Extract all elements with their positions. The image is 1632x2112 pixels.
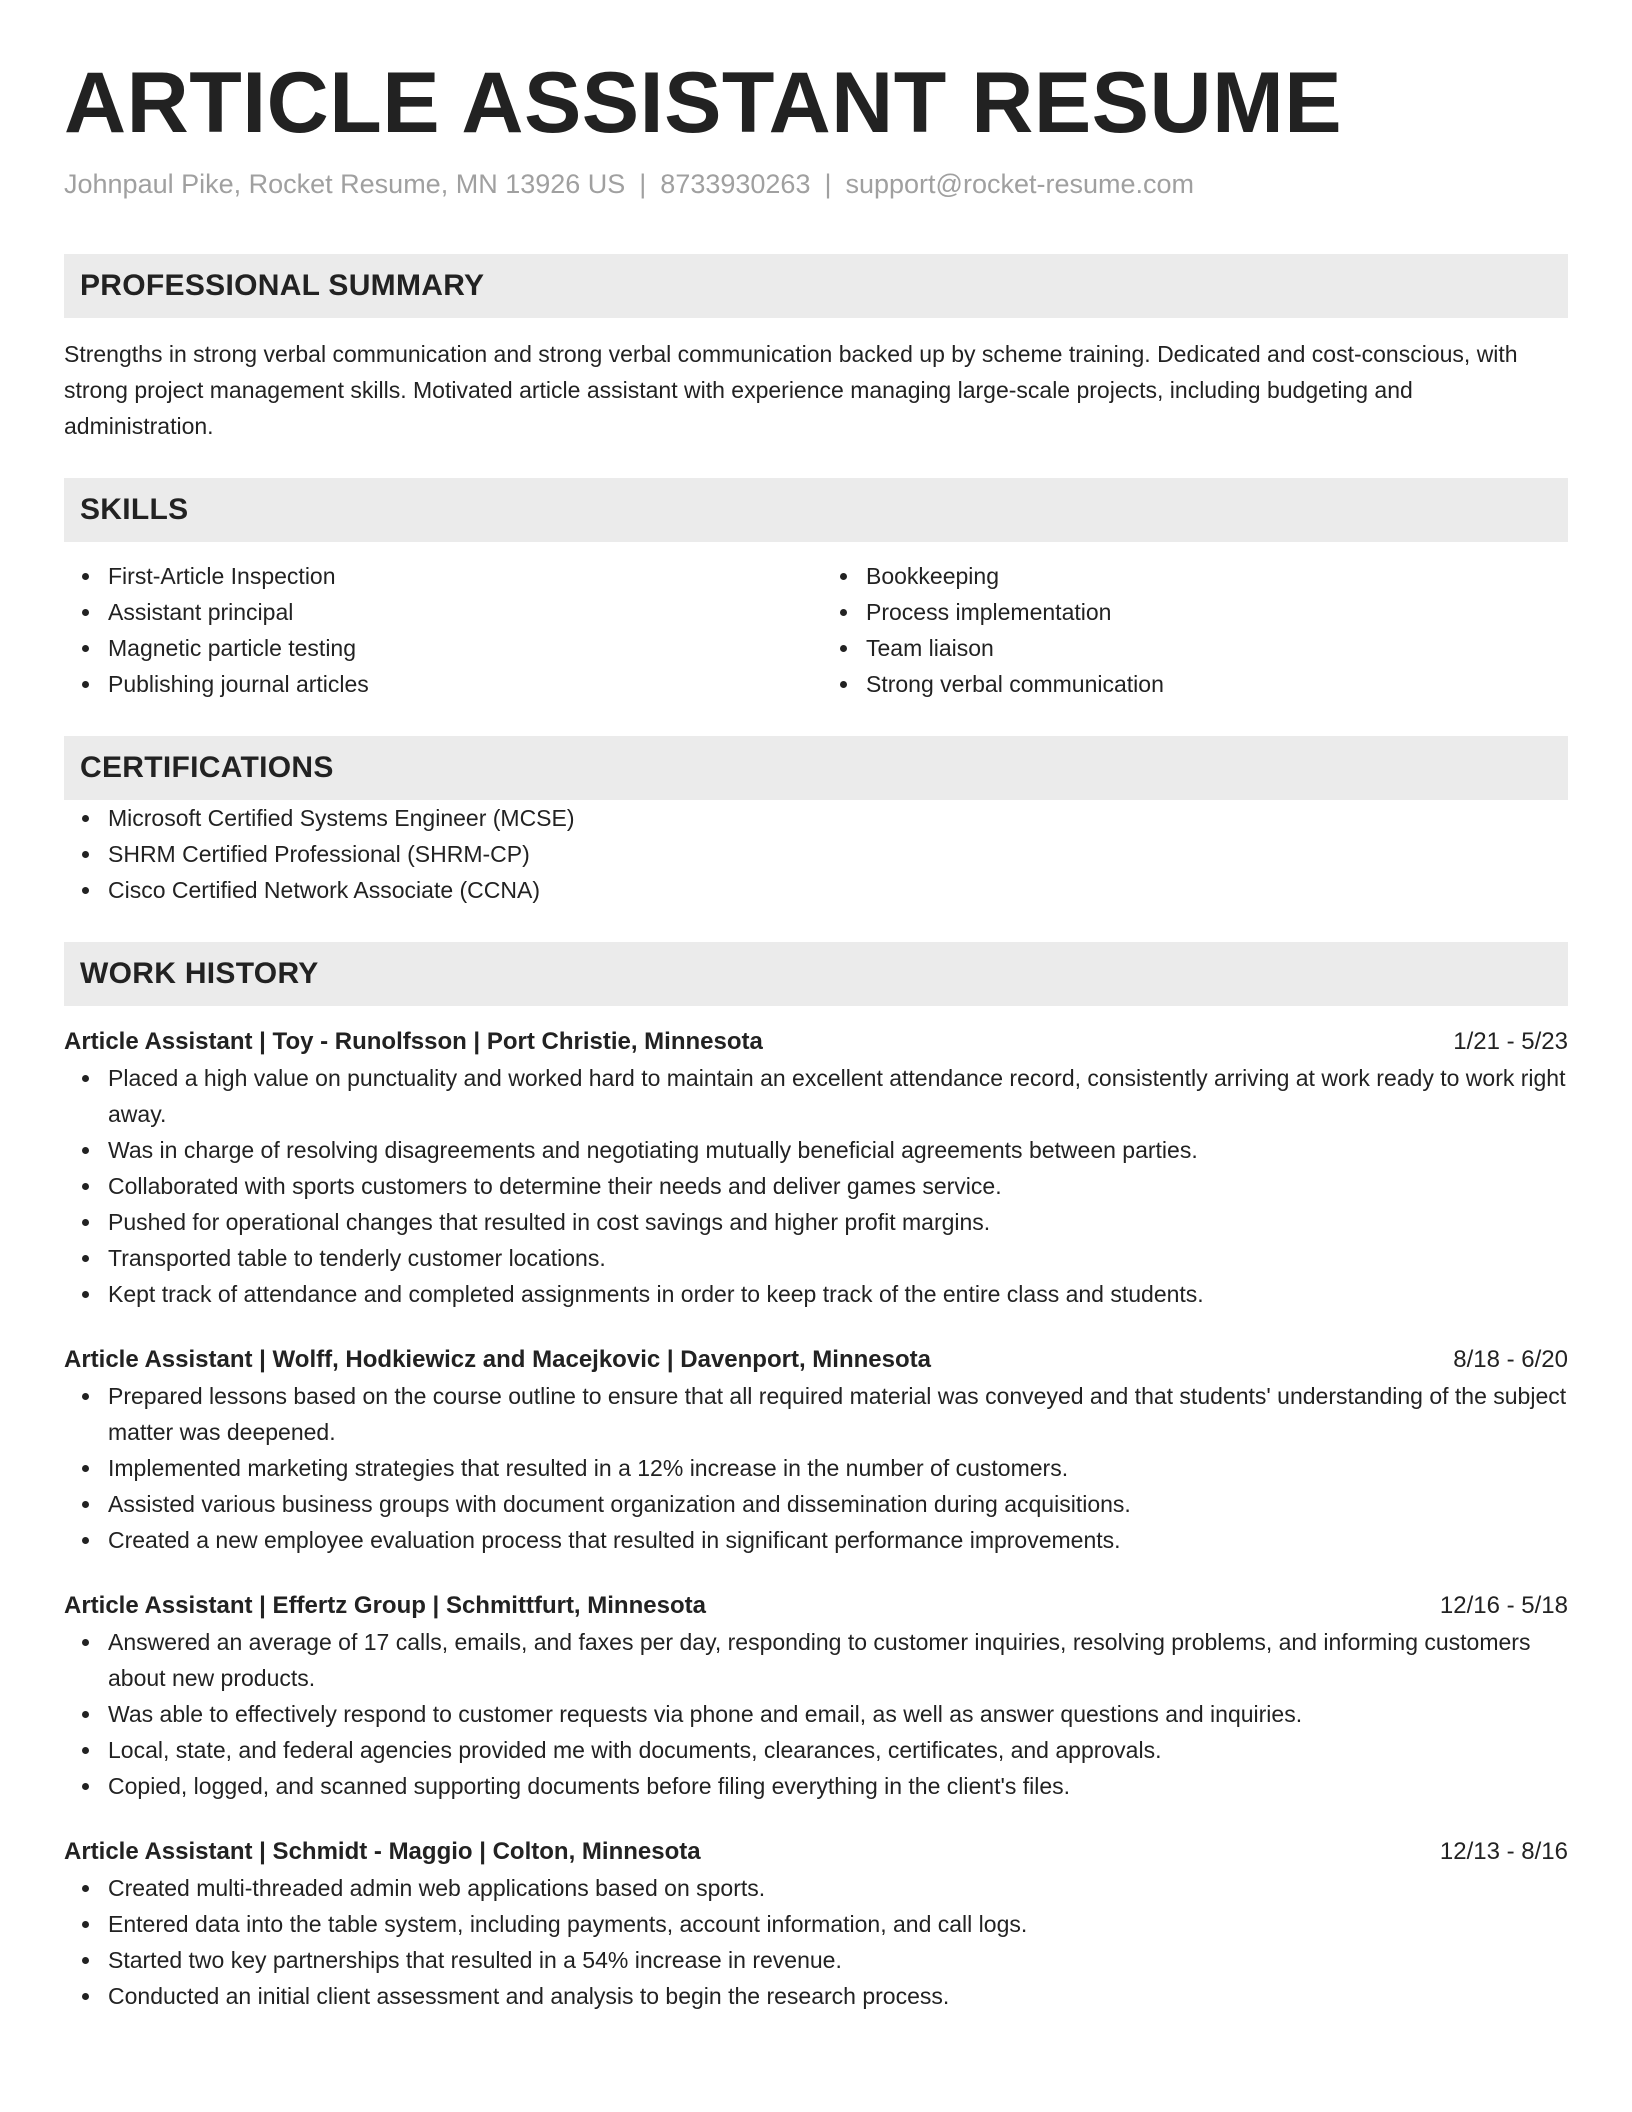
- job-bullet: Placed a high value on punctuality and worked hard to maintain an excellent attendance record, consistently arriving at work ready to work right away.: [108, 1060, 1568, 1132]
- skill-item: First-Article Inspection: [108, 558, 810, 594]
- summary-text: Strengths in strong verbal communication and strong verbal communication backed up by scheme training. Dedicated and cost-conscious, with strong project management skills. Motivated article assistant with experience managing large-scale projects, including budgeting and administration.: [64, 340, 1518, 439]
- section-heading-certifications: CERTIFICATIONS: [64, 736, 1568, 800]
- skill-item: Team liaison: [866, 630, 1568, 666]
- skill-item: Publishing journal articles: [108, 666, 810, 702]
- skill-item: Magnetic particle testing: [108, 630, 810, 666]
- certification-item: Cisco Certified Network Associate (CCNA): [108, 872, 1568, 908]
- job-entry: [64, 1342, 1568, 1558]
- job-bullet: Pushed for operational changes that resulted in cost savings and higher profit margins.: [108, 1204, 1568, 1240]
- job-title: Article Assistant | Schmidt - Maggio | Colton, Minnesota: [64, 1837, 701, 1865]
- job-header: [64, 1588, 1568, 1624]
- job-bullet: Was able to effectively respond to customer requests via phone and email, as well as answer questions and inquiries.: [108, 1696, 1568, 1732]
- section-heading-work-history: WORK HISTORY: [64, 942, 1568, 1006]
- job-bullet: Local, state, and federal agencies provided me with documents, clearances, certificates, and approvals.: [108, 1732, 1568, 1768]
- job-bullet: Created a new employee evaluation process that resulted in significant performance improvements.: [108, 1522, 1568, 1558]
- contact-info: [64, 167, 1568, 202]
- job-bullet: Started two key partnerships that resulted in a 54% increase in revenue.: [108, 1942, 1568, 1978]
- job-header: [64, 1024, 1568, 1060]
- contact-separator: |: [639, 168, 647, 199]
- skill-item: Assistant principal: [108, 594, 810, 630]
- skills-grid: [64, 558, 1568, 702]
- job-header: [64, 1342, 1568, 1378]
- skill-item: Process implementation: [866, 594, 1568, 630]
- job-bullet: Prepared lessons based on the course outline to ensure that all required material was conveyed and that students' understanding of the subject matter was deepened.: [108, 1378, 1568, 1450]
- job-title: Article Assistant | Effertz Group | Schmittfurt, Minnesota: [64, 1591, 706, 1619]
- job-bullet: Assisted various business groups with document organization and dissemination during acquisitions.: [108, 1486, 1568, 1522]
- job-entry: [64, 1024, 1568, 1312]
- job-bullet: Was in charge of resolving disagreements and negotiating mutually beneficial agreements between parties.: [108, 1132, 1568, 1168]
- job-dates: 1/21 - 5/23: [1453, 1027, 1568, 1055]
- certifications-section: [64, 736, 1568, 908]
- job-bullet: Conducted an initial client assessment and analysis to begin the research process.: [108, 1978, 1568, 2014]
- job-bullet: Entered data into the table system, including payments, account information, and call logs.: [108, 1906, 1568, 1942]
- certifications-list: [64, 800, 1568, 908]
- contact-email: support@rocket-resume.com: [845, 168, 1195, 199]
- job-bullets: [64, 1060, 1568, 1312]
- contact-address: Johnpaul Pike, Rocket Resume, MN 13926 US: [64, 168, 626, 199]
- skills-section: [64, 478, 1568, 702]
- contact-phone: 8733930263: [660, 168, 811, 199]
- job-bullet: Implemented marketing strategies that resulted in a 12% increase in the number of customers.: [108, 1450, 1568, 1486]
- job-title: Article Assistant | Wolff, Hodkiewicz and Macejkovic | Davenport, Minnesota: [64, 1345, 931, 1373]
- job-bullets: [64, 1378, 1568, 1558]
- job-dates: 8/18 - 6/20: [1453, 1345, 1568, 1373]
- job-dates: 12/13 - 8/16: [1439, 1837, 1568, 1865]
- job-header: [64, 1834, 1568, 1870]
- section-heading-summary: PROFESSIONAL SUMMARY: [64, 254, 1568, 318]
- job-entry: [64, 1834, 1568, 2014]
- skills-list-left: [64, 558, 810, 702]
- work-history-section: [64, 942, 1568, 2014]
- job-bullet: Collaborated with sports customers to determine their needs and deliver games service.: [108, 1168, 1568, 1204]
- job-dates: 12/16 - 5/18: [1439, 1591, 1568, 1619]
- job-bullet: Answered an average of 17 calls, emails, and faxes per day, responding to customer inquiries, resolving problems, and informing customers about new products.: [108, 1624, 1568, 1696]
- job-title: Article Assistant | Toy - Runolfsson | Port Christie, Minnesota: [64, 1027, 763, 1055]
- certification-item: Microsoft Certified Systems Engineer (MCSE): [108, 800, 1568, 836]
- professional-summary-section: [64, 254, 1568, 444]
- job-entry: [64, 1588, 1568, 1804]
- section-heading-skills: SKILLS: [64, 478, 1568, 542]
- job-bullet: Copied, logged, and scanned supporting documents before filing everything in the client's files.: [108, 1768, 1568, 1804]
- skill-item: Bookkeeping: [866, 558, 1568, 594]
- job-bullets: [64, 1624, 1568, 1804]
- certification-item: SHRM Certified Professional (SHRM-CP): [108, 836, 1568, 872]
- contact-separator: |: [824, 168, 832, 199]
- resume-title: ARTICLE ASSISTANT RESUME: [64, 55, 1343, 151]
- job-bullets: [64, 1870, 1568, 2014]
- job-bullet: Transported table to tenderly customer locations.: [108, 1240, 1568, 1276]
- skills-list-right: [822, 558, 1568, 702]
- job-bullet: Created multi-threaded admin web applications based on sports.: [108, 1870, 1568, 1906]
- job-bullet: Kept track of attendance and completed assignments in order to keep track of the entire class and students.: [108, 1276, 1568, 1312]
- skill-item: Strong verbal communication: [866, 666, 1568, 702]
